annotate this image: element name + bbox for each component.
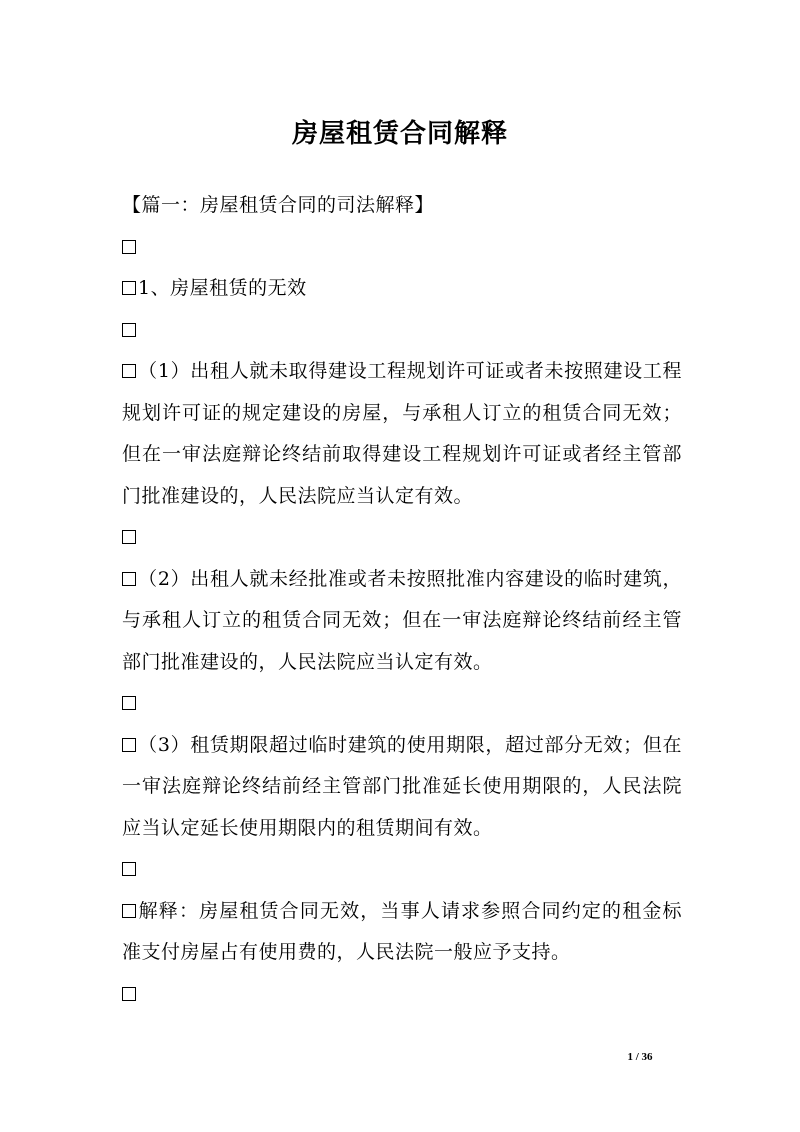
missing-glyph-box-icon (122, 281, 136, 295)
clause-paragraph (122, 351, 682, 517)
page-number: 1 / 36 (627, 1051, 653, 1063)
empty-paragraph (122, 227, 682, 269)
paragraph-text: 解释：房屋租赁合同无效，当事人请求参照合同约定的租金标准支付房屋占有使用费的，人民法院一般应予支持。 (122, 899, 682, 963)
section-heading (122, 185, 682, 227)
empty-paragraph (122, 683, 682, 725)
missing-glyph-box-icon (122, 530, 136, 544)
missing-glyph-box-icon (122, 862, 136, 876)
missing-glyph-box-icon (122, 738, 136, 752)
missing-glyph-box-icon (122, 323, 136, 337)
document-title: 房屋租赁合同解释 (291, 119, 508, 150)
missing-glyph-box-icon (122, 696, 136, 710)
missing-glyph-box-icon (122, 987, 136, 1001)
paragraph-text: （3）租赁期限超过临时建筑的使用期限，超过部分无效；但在一审法庭辩论终结前经主管部门批准延长使用期限的，人民法院应当认定延长使用期限内的租赁期间有效。 (122, 733, 682, 839)
missing-glyph-box-icon (122, 240, 136, 254)
paragraph-text: （1）出租人就未取得建设工程规划许可证或者未按照建设工程规划许可证的规定建设的房屋，与承租人订立的租赁合同无效；但在一审法庭辩论终结前取得建设工程规划许可证或者经主管部门批准建设的，人民法院应当认定有效。 (122, 360, 682, 507)
missing-glyph-box-icon (122, 364, 136, 378)
empty-paragraph (122, 849, 682, 891)
paragraph-text: 1、房屋租赁的无效 (138, 277, 307, 299)
empty-paragraph (122, 517, 682, 559)
empty-paragraph (122, 974, 682, 1016)
explanation-paragraph (122, 891, 682, 974)
clause-paragraph (122, 725, 682, 850)
missing-glyph-box-icon (122, 572, 136, 586)
empty-paragraph (122, 310, 682, 352)
subsection-heading (122, 268, 682, 310)
document-body (122, 185, 682, 1015)
paragraph-text: 【篇一：房屋租赁合同的司法解释】 (122, 194, 435, 216)
missing-glyph-box-icon (122, 904, 136, 918)
clause-paragraph (122, 559, 682, 684)
paragraph-text: （2）出租人就未经批准或者未按照批准内容建设的临时建筑，与承租人订立的租赁合同无效；但在一审法庭辩论终结前经主管部门批准建设的，人民法院应当认定有效。 (122, 567, 682, 673)
